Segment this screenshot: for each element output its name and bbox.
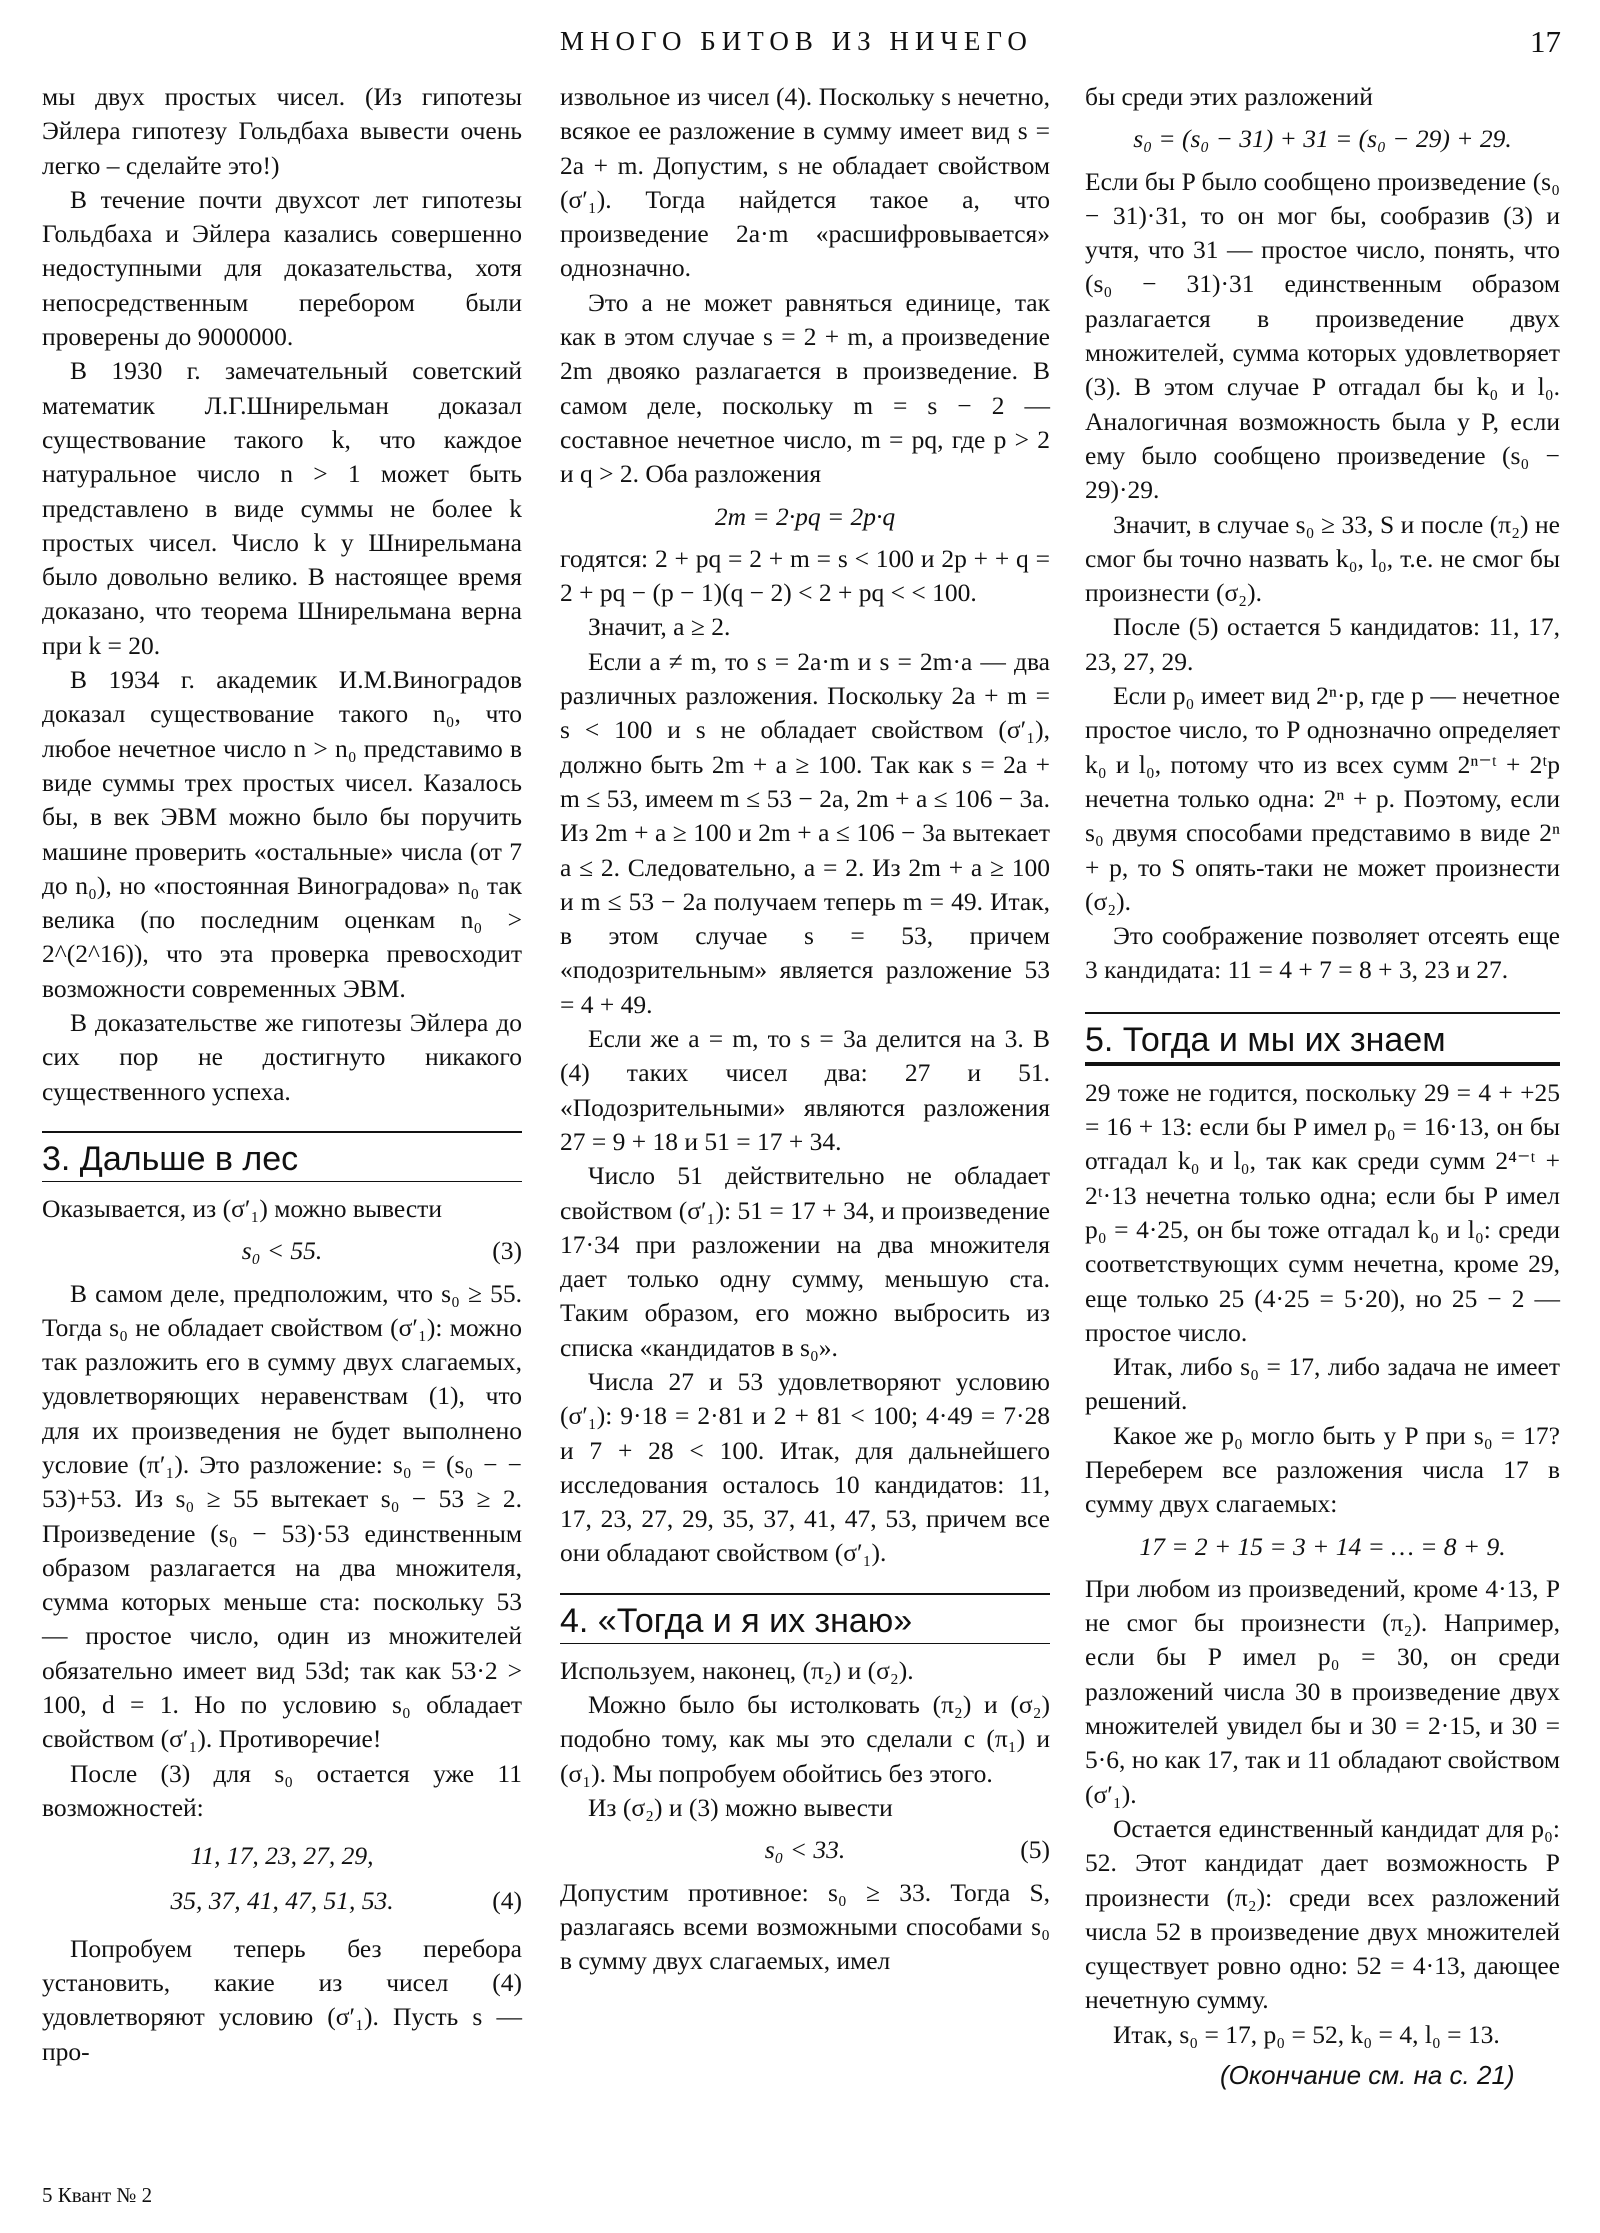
column-3 (1085, 80, 1560, 2052)
paragraph: После (5) остается 5 кандидатов: 11, 17, 23, 27, 29. (1085, 612, 1560, 676)
page-header (0, 22, 1600, 62)
paragraph: годятся: 2 + pq = 2 + m = s < 100 и 2p + + q = 2 + pq − (p − 1)(q − 2) < 2 + pq < < 100. (560, 543, 1050, 608)
paragraph: При любом из произведений, кроме 4·13, P не смог бы произнести (π₂). Например, если бы P имел p₀ = 30, он среди разложений числа 30 в произведение двух множителей увидел бы и 30 = 2·15, и 30 = 5·6, но как 17, так и 11 обладают свойством (σ′₁). (1085, 1573, 1560, 1809)
paragraph: Это соображение позволяет отсеять еще 3 кандидата: 11 = 4 + 7 = 8 + 3, 23 и 27. (1085, 921, 1560, 985)
paragraph: мы двух простых чисел. (Из гипотезы Эйлера гипотезу Гольдбаха вывести очень легко – сделайте это!) (42, 82, 522, 180)
column-1 (42, 80, 522, 2069)
formula-text: s₀ < 55. (241, 1236, 323, 1266)
formula: s₀ = (s₀ − 31) + 31 = (s₀ − 29) + 29. (1133, 124, 1512, 154)
paragraph: В самом деле, предположим, что s₀ ≥ 55. Тогда s₀ не обладает свойством (σ′₁): можно так разложить его в сумму двух слагаемых, удовлетворяющих неравенствам (1), что для их произведения не будет выполнено условие (π′₁). Это разложение: s₀ = (s₀ − − 53)+53. Из s₀ ≥ 55 вытекает s₀ − 53 ≥ 2. Произведение (s₀ − 53)·53 единственным образом разлагается на два множителя, сумма которых меньше ста: поскольку 53 — простое число, один из множителей обязательно имеет вид 53d; так как 53·2 > 100, d = 1. Но по условию s₀ обладает свойством (σ′₁). Противоречие! (42, 1278, 522, 1754)
paragraph: Используем, наконец, (π₂) и (σ₂). (560, 1655, 914, 1685)
paragraph: Допустим противное: s₀ ≥ 33. Тогда S, разлагаясь всеми возможными способами s₀ в сумму двух слагаемых, имел (560, 1877, 1050, 1976)
paragraph: Из (σ₂) и (3) можно вывести (588, 1792, 893, 1822)
formula: 17 = 2 + 15 = 3 + 14 = … = 8 + 9. (1139, 1531, 1506, 1561)
paragraph: Попробуем теперь без перебора установить, какие из чисел (4) удовлетворяют условию (σ′₁). Пусть s — про- (42, 1933, 522, 2066)
paragraph: Числа 27 и 53 удовлетворяют условию (σ′₁): 9·18 = 2·81 и 2 + 81 < 100; 4·49 = 7·28 и 7 + 28 < 100. Итак, для дальнейшего исследования осталось 10 кандидатов: 11, 17, 23, 27, 29, 35, 37, 41, 47, 53, причем все они обладают свойством (σ′₁). (560, 1366, 1050, 1568)
formula-number: (5) (1020, 1835, 1050, 1865)
running-title: МНОГО БИТОВ ИЗ НИЧЕГО (560, 26, 1033, 56)
paragraph: Значит, в случае s₀ ≥ 33, S и после (π₂) не смог бы точно назвать k₀, l₀, т.е. не смог бы произнести (σ₂). (1085, 509, 1560, 608)
formula-text: s₀ < 33. (764, 1835, 846, 1865)
list-line: 35, 37, 41, 47, 51, 53. (170, 1885, 394, 1915)
paragraph: Значит, a ≥ 2. (588, 612, 731, 642)
section-heading-5: 5. Тогда и мы их знаем (1085, 1012, 1560, 1066)
formula-number: (3) (492, 1236, 522, 1266)
column-2 (560, 80, 1050, 1978)
paragraph: Оказывается, из (σ′₁) можно вывести (42, 1193, 442, 1223)
paragraph: Если же a = m, то s = 3a делится на 3. В (4) таких чисел два: 27 и 51. «Подозрительными» являются разложения 27 = 9 + 18 и 51 = 17 + 34. (560, 1024, 1050, 1156)
paragraph: Итак, либо s₀ = 17, либо задача не имеет решений. (1085, 1352, 1560, 1416)
paragraph: В 1930 г. замечательный советский математик Л.Г.Шнирельман доказал существование такого k, что каждое натуральное число n > 1 может быть представлено в виде суммы не более k простых чисел. Число k у Шнирельмана было довольно велико. В настоящее время доказано, что теорема Шнирельмана верна при k = 20. (42, 356, 522, 660)
paragraph: Какое же p₀ могло быть у P при s₀ = 17? Переберем все разложения числа 17 в сумму двух слагаемых: (1085, 1420, 1560, 1519)
formula: 2m = 2·pq = 2p·q (714, 501, 896, 531)
paragraph: В 1934 г. академик И.М.Виноградов доказал существование такого n₀, что любое нечетное число n > n₀ представимо в виде суммы трех простых чисел. Казалось бы, в век ЭВМ можно было бы поручить машине проверить «остальные» числа (от 7 до n₀), но «постоянная Виноградова» n₀ так велика (по последним оценкам n₀ > 2^(2^16)), что эта проверка превосходит возможности современных ЭВМ. (42, 665, 522, 1003)
paragraph: В доказательстве же гипотезы Эйлера до сих пор не достигнуто никакого существенного успеха. (42, 1008, 522, 1106)
list-line: 11, 17, 23, 27, 29, (190, 1841, 374, 1871)
paragraph: Если p₀ имеет вид 2ⁿ·p, где p — нечетное простое число, то P однозначно определяет k₀ и l₀, потому что из всех сумм 2ⁿ⁻ᵗ + 2ᵗp нечетна только одна: 2ⁿ + p. Поэтому, если s₀ двумя способами представимо в виде 2ⁿ + p, то S опять-таки не может произнести (σ₂). (1085, 681, 1560, 916)
paragraph: бы среди этих разложений (1085, 82, 1373, 111)
paragraph: В течение почти двухсот лет гипотезы Гольдбаха и Эйлера казались совершенно недоступными для доказательства, хотя непосредственным перебором были проверены до 9000000. (42, 184, 522, 352)
paragraph: Число 51 действительно не обладает свойством (σ′₁): 51 = 17 + 34, и произведение 17·34 при разложении на два множителя дает только одну сумму, меньшую ста. Таким образом, его можно выбросить из списка «кандидатов в s₀». (560, 1161, 1050, 1362)
formula-number: (4) (492, 1885, 522, 1915)
candidate-list (42, 1839, 522, 1918)
formula-3 (42, 1234, 522, 1268)
paragraph: Итак, s₀ = 17, p₀ = 52, k₀ = 4, l₀ = 13. (1113, 2019, 1500, 2049)
paragraph: Можно было бы истолковать (π₂) и (σ₂) подобно тому, как мы это сделали с (π₁) и (σ₁). Мы попробуем обойтись без этого. (560, 1690, 1050, 1788)
paragraph: Если бы P было сообщено произведение (s₀ − 31)·31, то он мог бы, сообразив (3) и учтя, что 31 — простое число, понять, что (s₀ − 31)·31 единственным образом разлагается в произведение двух множителей, сумма которых удовлетворяет (3). В этом случае P отгадал бы k₀ и l₀. Аналогичная возможность была у P, если ему было сообщено произведение (s₀ − 29)·29. (1085, 166, 1560, 505)
paragraph: Если a ≠ m, то s = 2a·m и s = 2m·a — два различных разложения. Поскольку 2a + m = s < 100 и s не обладает свойством (σ′₁), должно быть 2m + a ≥ 100. Так как s = 2a + m ≤ 53, имеем m ≤ 53 − 2a, 2m + a ≤ 106 − 3a. Из 2m + a ≥ 100 и 2m + a ≤ 106 − 3a вытекает a ≤ 2. Следовательно, a = 2. Из 2m + a ≥ 100 и m ≤ 53 − 2a получаем теперь m = 49. Итак, в этом случае s = 53, причем «подозрительным» является разложение 53 = 4 + 49. (560, 646, 1050, 1019)
formula-5 (560, 1833, 1050, 1867)
section-heading-4: 4. «Тогда и я их знаю» (560, 1593, 1050, 1644)
paragraph: Это a не может равняться единице, так как в этом случае s = 2 + m, а произведение 2m двояко разлагается в произведение. В самом деле, поскольку m = s − 2 — составное нечетное число, m = pq, где p > 2 и q > 2. Оба разложения (560, 287, 1050, 489)
section-heading-3: 3. Дальше в лес (42, 1131, 522, 1182)
paragraph: После (3) для s₀ остается уже 11 возможностей: (42, 1758, 522, 1822)
paragraph: 29 тоже не годится, поскольку 29 = 4 + +25 = 16 + 13: если бы P имел p₀ = 16·13, он бы отгадал k₀ и l₀, так как среди сумм 2⁴⁻ᵗ + 2ᵗ·13 нечетна только одна; если бы P имел p₀ = 4·25, он бы тоже отгадал k₀ и l₀: среди соответствующих сумм нечетна, кроме 29, еще только 25 (4·25 = 5·20), но 25 − 2 — простое число. (1085, 1077, 1560, 1347)
continuation-note: (Окончание см. на с. 21) (1220, 2060, 1515, 2090)
page-number: 17 (1530, 24, 1561, 59)
page-footer: 5 Квант № 2 (42, 2183, 153, 2207)
paragraph: Остается единственный кандидат для p₀: 52. Этот кандидат дает возможность P произнести (π₂): среди всех разложений числа 52 в произведение двух множителей существует ровно одно: 52 = 4·13, дающее нечетную сумму. (1085, 1813, 1560, 2015)
paragraph: извольное из чисел (4). Поскольку s нечетно, всякое ее разложение в сумму имеет вид s = 2a + m. Допустим, s не обладает свойством (σ′₁). Тогда найдется такое a, что произведение 2a·m «расшифровывается» однозначно. (560, 82, 1050, 283)
